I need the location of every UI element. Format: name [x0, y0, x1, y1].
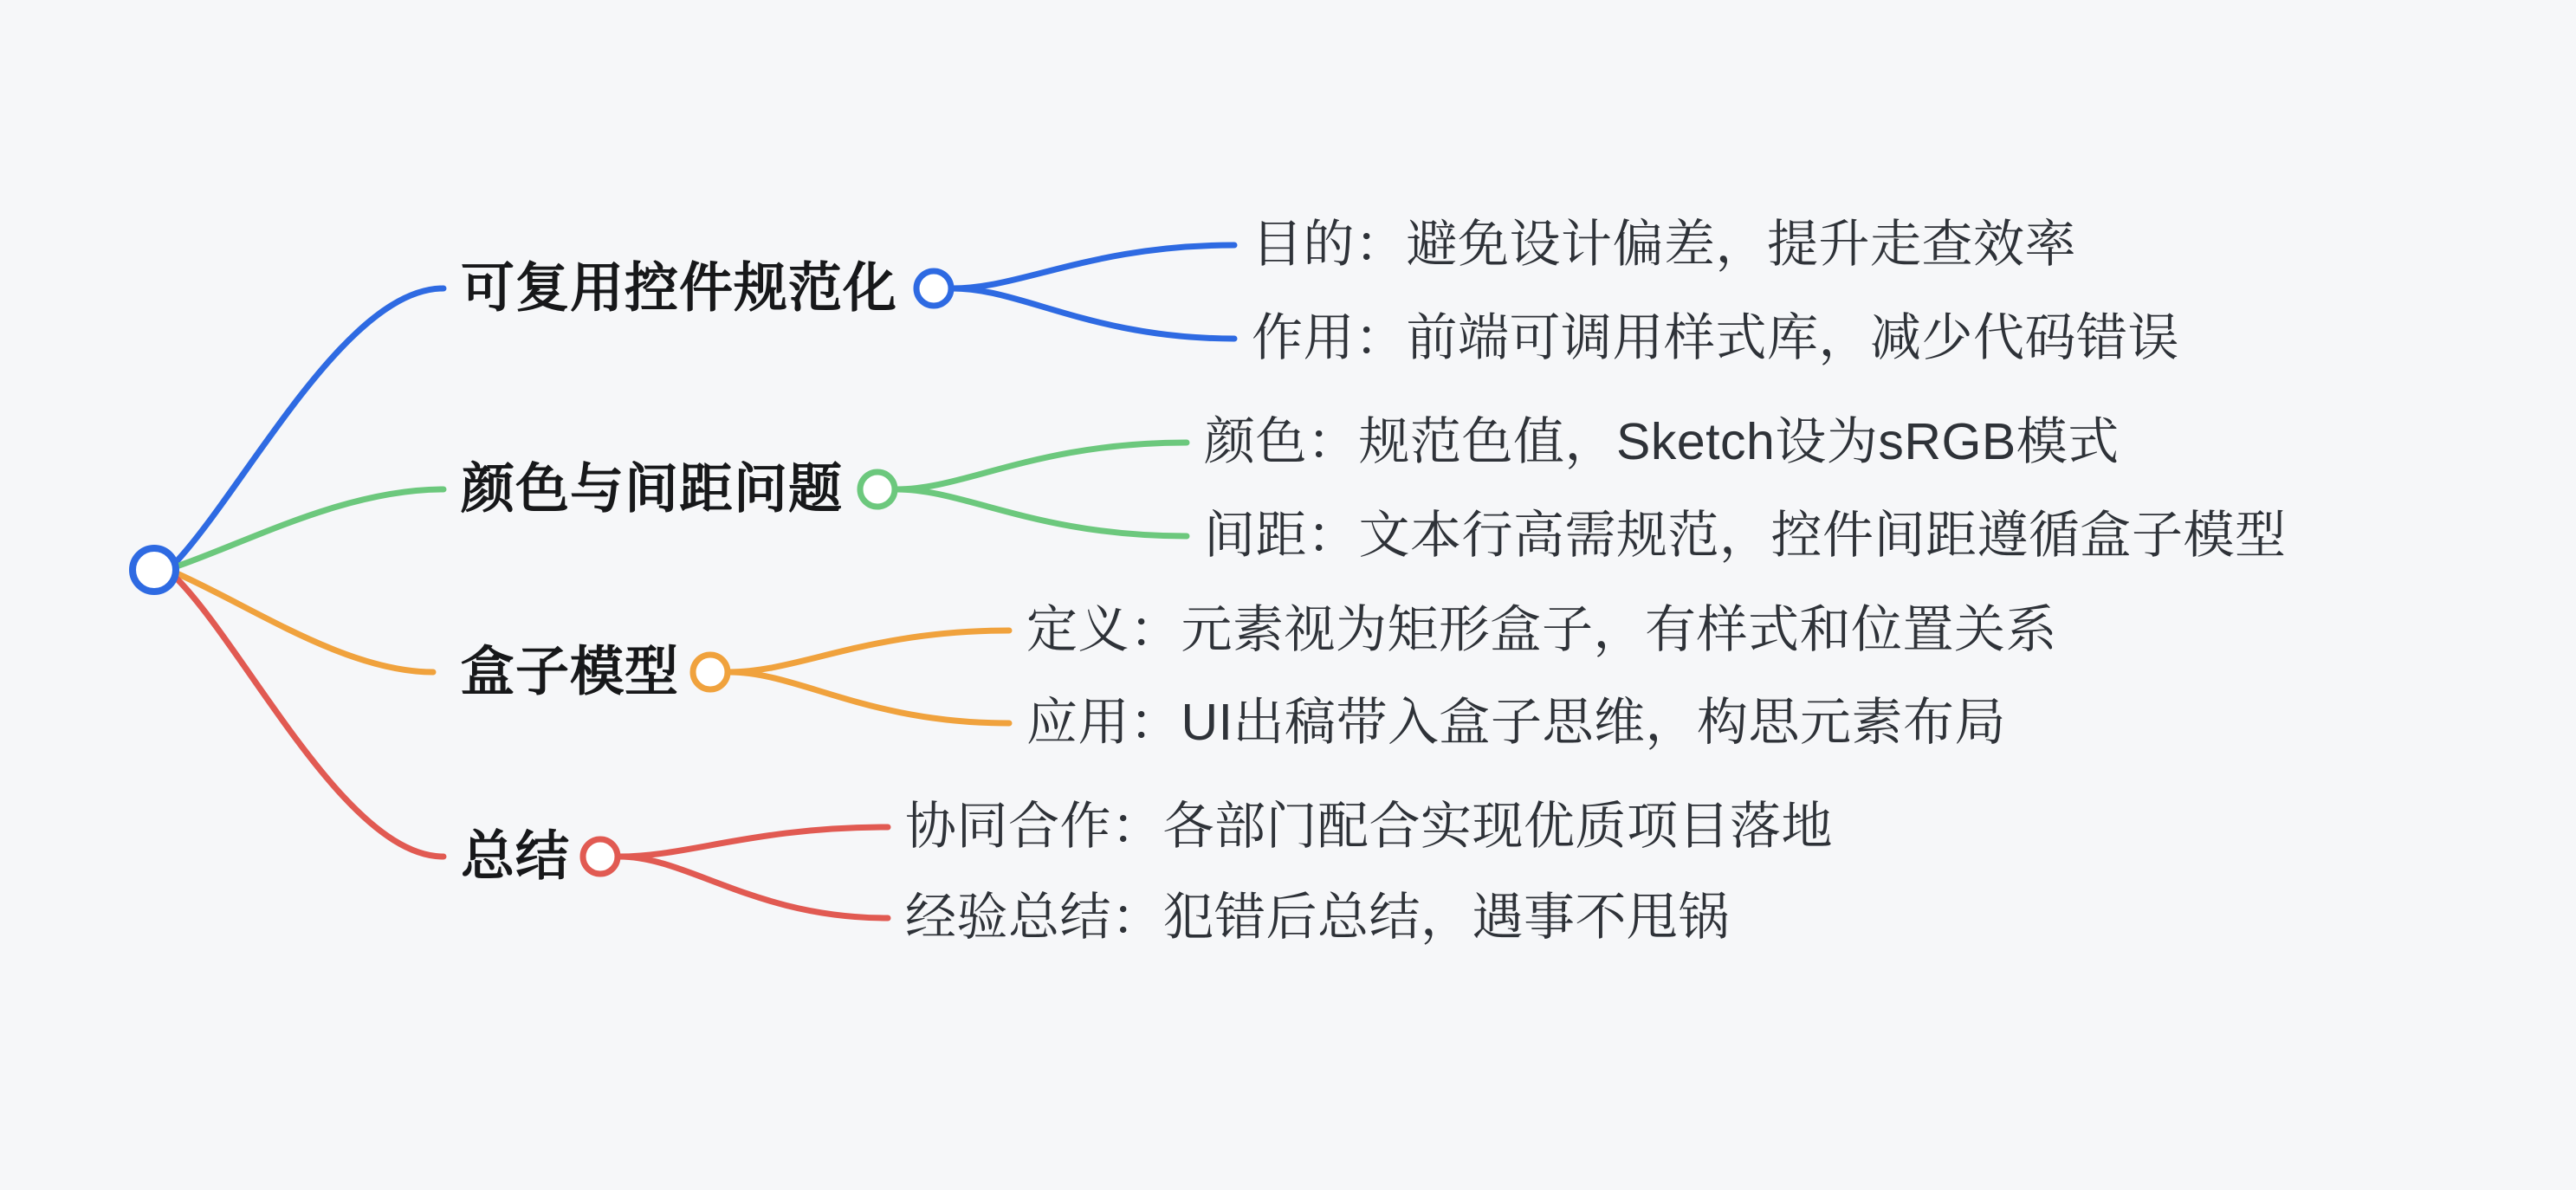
- subtopic-goal[interactable]: 目的：避免设计偏差，提升走查效率: [1252, 216, 2077, 274]
- child-curve-application: [729, 672, 1009, 723]
- branch-curve-summary: [177, 579, 443, 857]
- topic-color-spacing[interactable]: 颜色与间距问题: [461, 459, 844, 520]
- topic-summary[interactable]: 总结: [461, 826, 571, 887]
- subtopic-color[interactable]: 颜色：规范色值，Sketch设为sRGB模式: [1204, 413, 2120, 471]
- child-curve-spacing: [896, 489, 1187, 536]
- branch-node-circle-reusable-controls[interactable]: [916, 271, 951, 306]
- subtopic-spacing[interactable]: 间距：文本行高需规范，控件间距遵循盒子模型: [1204, 507, 2287, 565]
- child-curve-effect: [953, 288, 1234, 339]
- topic-reusable-controls[interactable]: 可复用控件规范化: [461, 258, 898, 319]
- branch-node-circle-summary[interactable]: [583, 839, 618, 874]
- child-curve-lessons: [619, 857, 888, 918]
- subtopic-definition[interactable]: 定义：元素视为矩形盒子，有样式和位置关系: [1026, 601, 2058, 659]
- topic-box-model[interactable]: 盒子模型: [461, 642, 680, 702]
- child-curve-collaboration: [619, 827, 888, 857]
- root-node-circle[interactable]: [133, 548, 176, 592]
- branch-node-circle-box-model[interactable]: [693, 655, 728, 689]
- subtopic-application[interactable]: 应用：UI出稿带入盒子思维，构思元素布局: [1026, 694, 2007, 752]
- child-curve-definition: [729, 631, 1009, 672]
- branch-curve-color-spacing: [177, 489, 443, 566]
- branch-curve-reusable-controls: [177, 288, 443, 561]
- subtopic-lessons[interactable]: 经验总结：犯错后总结，遇事不甩锅: [905, 889, 1731, 947]
- child-curve-goal: [953, 245, 1234, 288]
- branch-node-circle-color-spacing[interactable]: [860, 472, 895, 507]
- subtopic-effect[interactable]: 作用：前端可调用样式库，减少代码错误: [1252, 309, 2180, 367]
- subtopic-collaboration[interactable]: 协同合作：各部门配合实现优质项目落地: [905, 798, 1834, 856]
- child-curve-color: [896, 443, 1187, 489]
